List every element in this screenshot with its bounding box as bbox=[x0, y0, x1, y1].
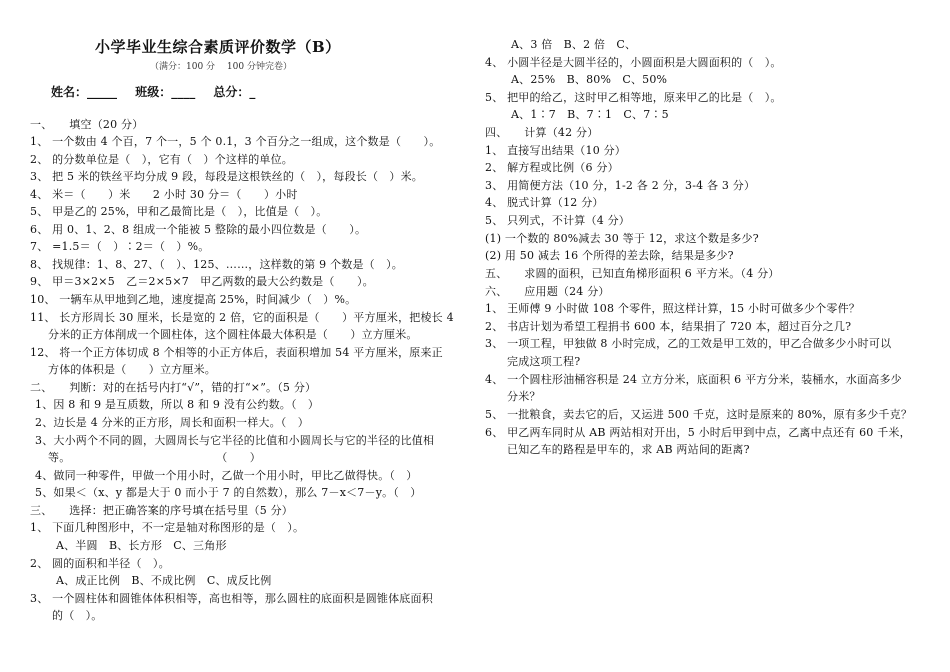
question-line: 五、 求圆的面积，已知直角梯形面积 6 平方米。（4 分） bbox=[485, 267, 780, 280]
question-line: (2) 用 50 减去 16 个所得的差去除，结果是多少? bbox=[485, 249, 734, 262]
question-line: 2、边长是 4 分米的正方形，周长和面积一样大。（ ） bbox=[35, 416, 309, 429]
question-line: 2、 解方程或比例（6 分） bbox=[485, 161, 619, 174]
question-line: 6、 甲乙两车同时从 AB 两站相对开出，5 小时后甲到中点，乙离中点还有 60 千米， bbox=[485, 426, 911, 439]
question-line: A、25% B、80% C、50% bbox=[511, 73, 668, 86]
question-line: 3、 一个圆柱体和圆锥体体积相等，高也相等，那么圆柱的底面积是圆锥体底面积 bbox=[30, 592, 433, 605]
question-line: 5、 一批粮食，卖去它的后，又运进 500 千克，这时是原来的 80%，原有多少千克？ bbox=[485, 408, 913, 421]
question-line: 4、做同一种零件，甲做一个用小时，乙做一个用小时，甲比乙做得快。（ ） bbox=[35, 469, 418, 482]
question-line: 4、 脱式计算（12 分） bbox=[485, 196, 604, 209]
question-line: A、1∶7 B、7∶1 C、7∶5 bbox=[511, 108, 669, 121]
question-line: 3、 用简便方法（10 分，1-2 各 2 分，3-4 各 3 分） bbox=[485, 179, 756, 192]
question-line: 3、 一项工程，甲独做 8 小时完成，乙的工效是甲工效的，甲乙合做多少小时可以 bbox=[485, 337, 892, 350]
question-line: 二、 判断：对的在括号内打“√”，错的打“×”。（5 分） bbox=[30, 381, 317, 394]
question-line: 四、 计算（42 分） bbox=[485, 126, 599, 139]
question-line: 2、 书店计划为希望工程捐书 600 本，结果捐了 720 本，超过百分之几? bbox=[485, 320, 852, 333]
name-field: 姓名：_____ bbox=[51, 85, 118, 99]
page-title: 小学毕业生综合素质评价数学（B） bbox=[95, 38, 341, 56]
question-line: 2、 圆的面积和半径（ ）。 bbox=[30, 557, 170, 570]
score-field: 总分：_ bbox=[213, 85, 256, 99]
question-line: 10、 一辆车从甲地到乙地，速度提高 25%，时间减少（ ）%。 bbox=[30, 293, 357, 306]
question-line: 7、 =1.5＝（ ）∶2＝（ ）%。 bbox=[30, 240, 210, 253]
question-line: 5、 把甲的给乙，这时甲乙相等地，原来甲乙的比是（ ）。 bbox=[485, 91, 782, 104]
question-line: A、半圆 B、长方形 C、三角形 bbox=[56, 539, 227, 552]
question-line: 1、 下面几种图形中，不一定是轴对称图形的是（ ）。 bbox=[30, 521, 305, 534]
question-line: 已知乙车的路程是甲车的，求 AB 两站间的距离? bbox=[507, 443, 750, 456]
question-line: 3、 把 5 米的铁丝平均分成 9 段，每段是这根铁丝的（ ），每段长（ ）米。 bbox=[30, 170, 423, 183]
question-line: 12、 将一个正方体切成 8 个相等的小正方体后，表面积增加 54 平方厘米，原来正 bbox=[30, 346, 443, 359]
question-line: 一、 填空（20 分） bbox=[30, 118, 144, 131]
question-line: 2、 的分数单位是（ ），它有（ ）个这样的单位。 bbox=[30, 153, 293, 166]
question-line: A、成正比例 B、不成比例 C、成反比例 bbox=[56, 574, 272, 587]
question-line: 分米？ bbox=[507, 390, 541, 403]
question-line: 1、 王师傅 9 小时做 108 个零件，照这样计算，15 小时可做多少个零件？ bbox=[485, 302, 860, 315]
question-line: 1、 一个数由 4 个百，7 个一，5 个 0.1，3 个百分之一组成，这个数是（ ）。 bbox=[30, 135, 441, 148]
question-line: 分米的正方体削成一个圆柱体，这个圆柱体最大体积是（ ）立方厘米。 bbox=[48, 328, 418, 341]
exam-info: （满分：100 分 100 分钟完卷） bbox=[150, 62, 292, 72]
question-line: 5、 只列式，不计算（4 分） bbox=[485, 214, 630, 227]
question-line: 8、 找规律：1、8、27、（ ）、125、……，这样数的第 9 个数是（ ）。 bbox=[30, 258, 403, 271]
question-line: 1、 直接写出结果（10 分） bbox=[485, 144, 626, 157]
student-info-fields bbox=[51, 83, 269, 100]
question-line: 4、 米＝（ ）米 2 小时 30 分＝（ ）小时 bbox=[30, 188, 298, 201]
question-line: 1、因 8 和 9 是互质数，所以 8 和 9 没有公约数。（ ） bbox=[35, 398, 320, 411]
question-line: 5、 甲是乙的 25%，甲和乙最简比是（ ），比值是（ ）。 bbox=[30, 205, 328, 218]
question-line: 等。 （ ） bbox=[48, 451, 261, 464]
question-line: 4、 一个圆柱形油桶容积是 24 立方分米，底面积 6 平方分米，装桶水，水面高多少 bbox=[485, 373, 902, 386]
question-line: 4、 小圆半径是大圆半径的，小圆面积是大圆面积的（ ）。 bbox=[485, 56, 782, 69]
class-field: 班级：____ bbox=[135, 85, 196, 99]
question-line: 完成这项工程? bbox=[507, 355, 581, 368]
question-line: 5、如果＜（x、y 都是大于 0 而小于 7 的自然数），那么 7－x＜7－y。（ ） bbox=[35, 486, 422, 499]
question-line: A、3 倍 B、2 倍 C、 bbox=[511, 38, 637, 51]
question-line: 6、 用 0、1、2、8 组成一个能被 5 整除的最小四位数是（ ）。 bbox=[30, 223, 367, 236]
question-line: 方体的体积是（ ）立方厘米。 bbox=[48, 363, 216, 376]
question-line: 9、 甲＝3×2×5 乙＝2×5×7 甲乙两数的最大公约数是（ ）。 bbox=[30, 275, 374, 288]
question-line: 11、 长方形周长 30 厘米，长是宽的 2 倍，它的面积是（ ）平方厘米，把棱长 4 bbox=[30, 311, 454, 324]
question-line: 六、 应用题（24 分） bbox=[485, 285, 610, 298]
question-line: 的（ ）。 bbox=[52, 609, 103, 622]
question-line: (1) 一个数的 80%减去 30 等于 12，求这个数是多少? bbox=[485, 232, 759, 245]
question-line: 3、大小两个不同的圆，大圆周长与它半径的比值和小圆周长与它的半径的比值相 bbox=[35, 434, 435, 447]
question-line: 三、 选择：把正确答案的序号填在括号里（5 分） bbox=[30, 504, 293, 517]
